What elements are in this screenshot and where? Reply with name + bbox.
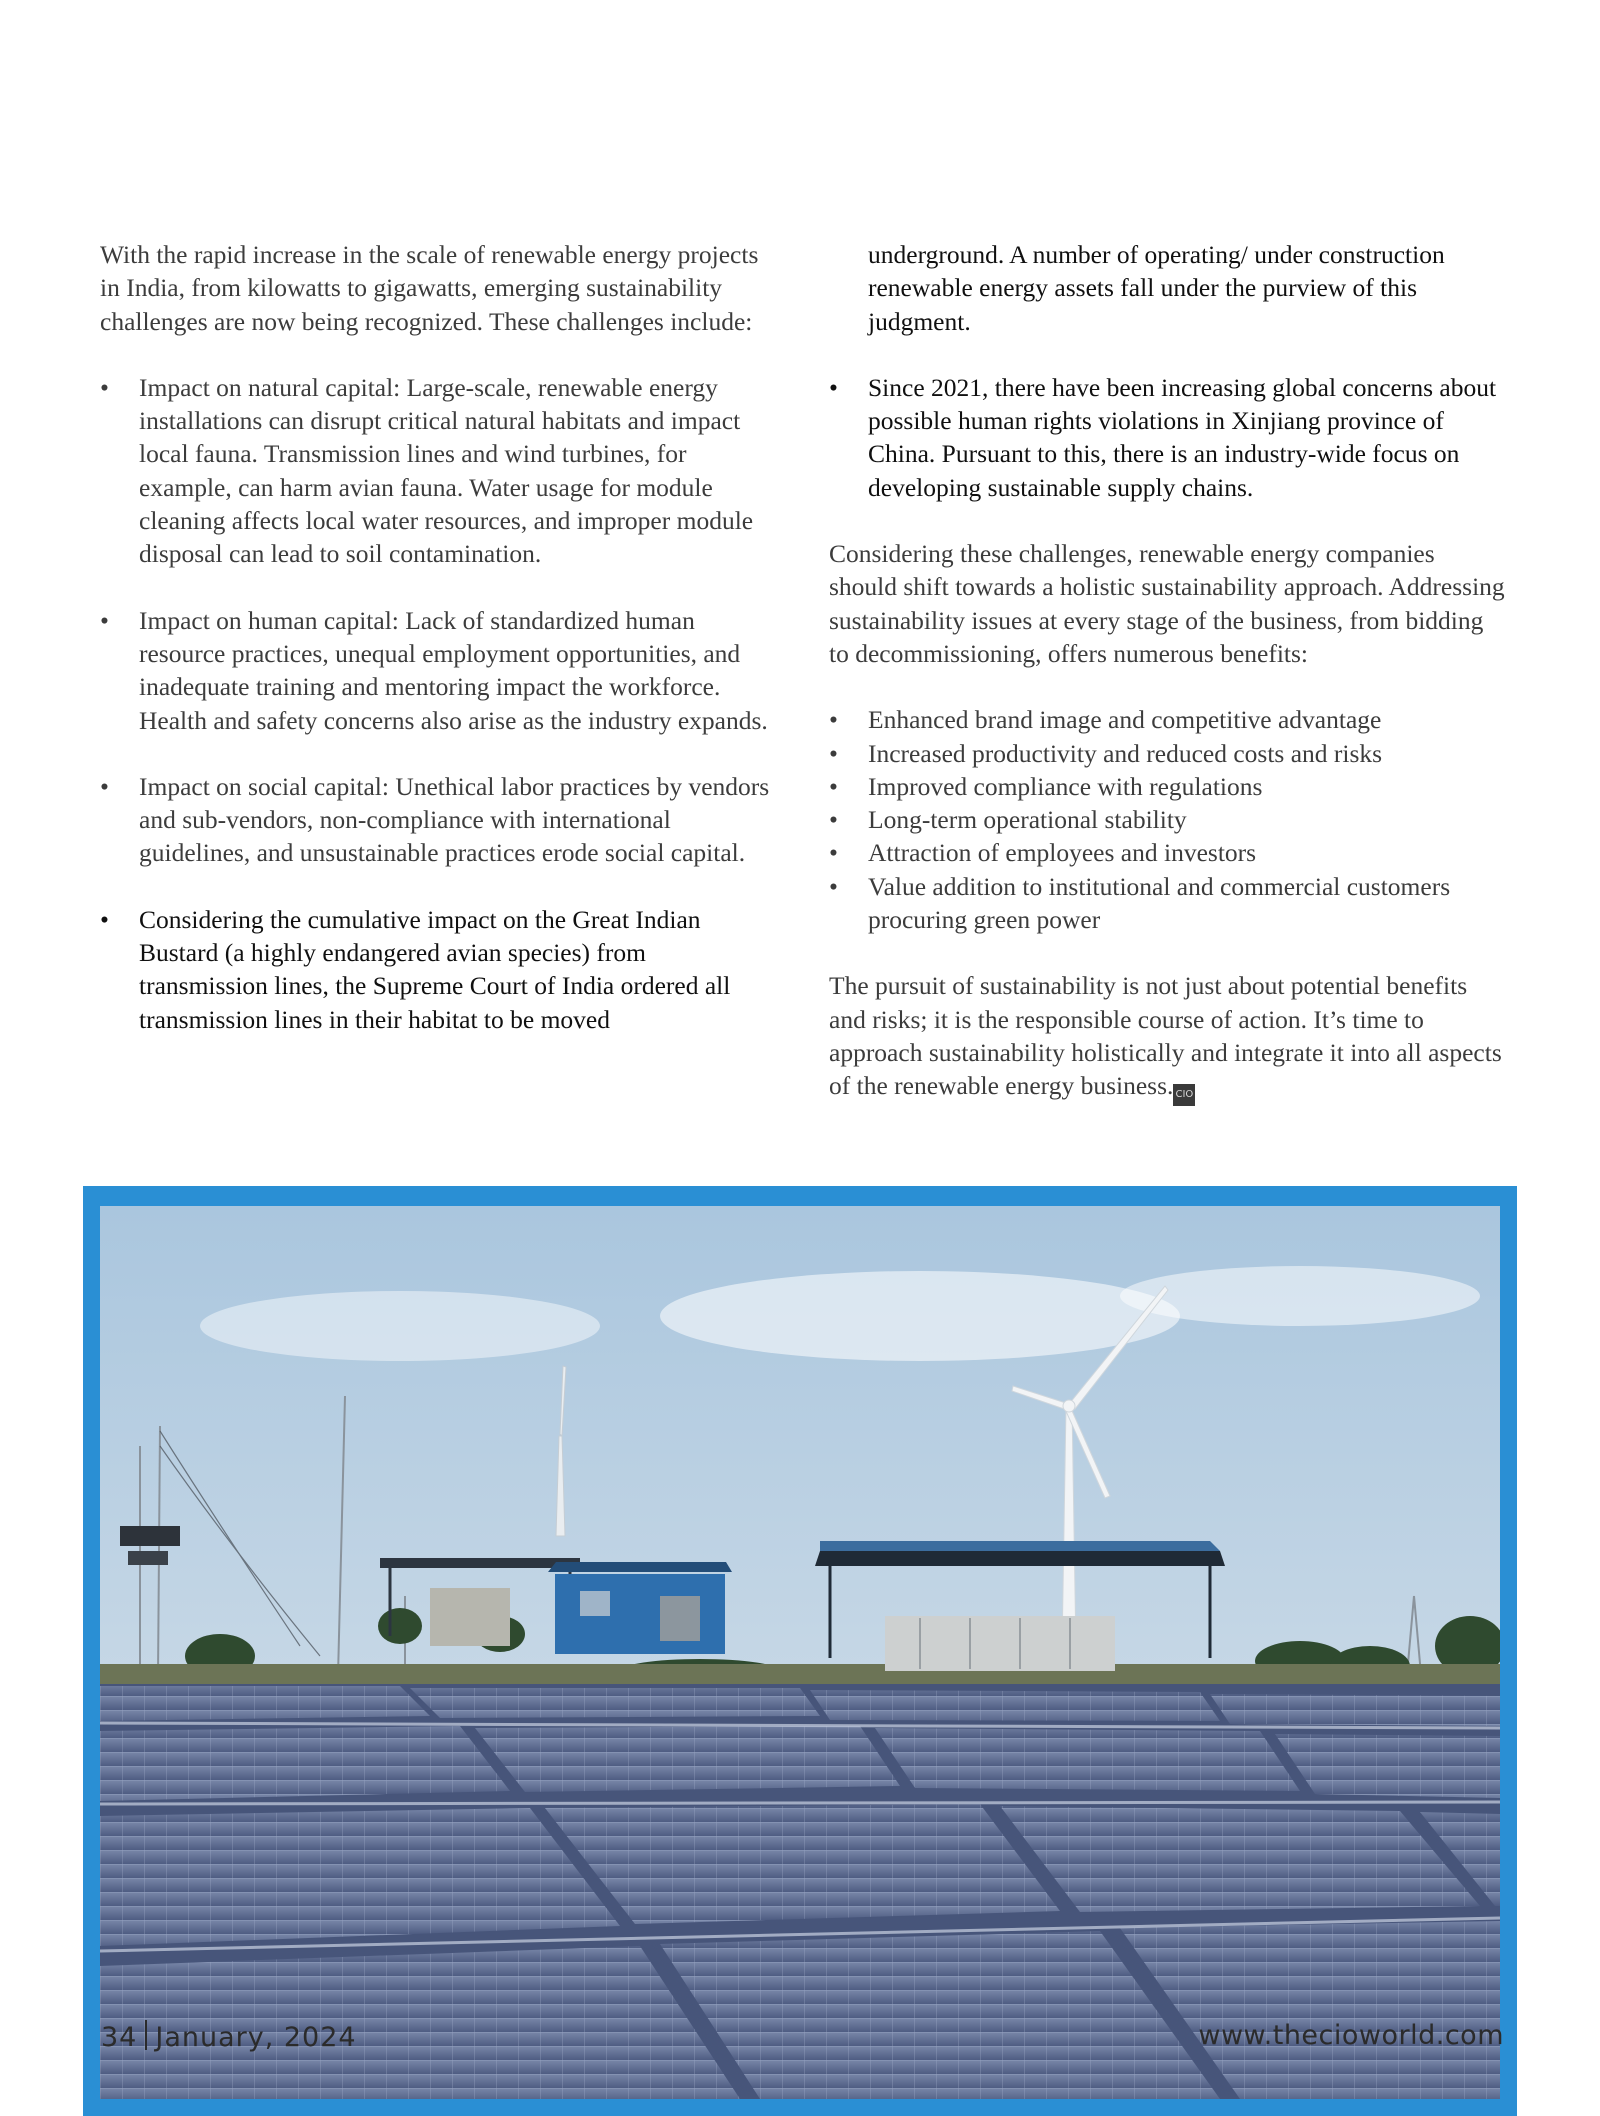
solar-wind-farm-photo xyxy=(100,1206,1500,2099)
challenge-human-capital: • Impact on human capital: Lack of standardized human resource practices, unequal employment opportunities, and inadequate training and mentoring impact the workforce. Health and safety concerns also arise as the industry expands. xyxy=(100,604,775,737)
page-folio xyxy=(101,2020,357,2053)
website-url[interactable]: www.thecioworld.com xyxy=(1198,2020,1504,2051)
blue-control-building xyxy=(548,1562,732,1654)
benefit-item: • Value addition to institutional and commercial customers procuring green power xyxy=(829,870,1509,937)
solar-wind-farm-illustration xyxy=(100,1206,1500,2099)
xinjiang-list xyxy=(829,371,1509,504)
left-column xyxy=(100,238,775,1069)
benefit-item: • Increased productivity and reduced costs and risks xyxy=(829,737,1509,770)
bustard-continuation: underground. A number of operating/ under construction renewable energy assets fall under the purview of this judgment. xyxy=(868,240,1445,336)
right-column xyxy=(829,238,1509,1139)
benefit-item: • Enhanced brand image and competitive advantage xyxy=(829,703,1509,736)
approach-paragraph: Considering these challenges, renewable energy companies should shift towards a holistic sustainability approach. Addressing sustainability issues at every stage of the business, from bidding to decommissioning, offers numerous benefits: xyxy=(829,539,1505,668)
folio-divider xyxy=(145,2020,147,2050)
conclusion-paragraph xyxy=(829,969,1509,1106)
page-number: 34 xyxy=(101,2022,138,2053)
benefit-item: • Long-term operational stability xyxy=(829,803,1509,836)
challenge-natural-capital: • Impact on natural capital: Large-scale, renewable energy installations can disrupt critical natural habitats and impact local fauna. Transmission lines and wind turbines, for example, can harm avian fauna. Water usage for module cleaning affects local water resources, and improper module disposal can lead to soil contamination. xyxy=(100,371,775,571)
challenge-xinjiang: • Since 2021, there have been increasing global concerns about possible human rights violations in Xinjiang province of China. Pursuant to this, there is an industry-wide focus on developing sustainable supply chains. xyxy=(829,371,1509,504)
challenge-social-capital: • Impact on social capital: Unethical labor practices by vendors and sub-vendors, non-compliance with international guidelines, and unsustainable practices erode social capital. xyxy=(100,770,775,870)
article-end-logo-icon: CIO xyxy=(1173,1084,1195,1106)
conclusion-text: The pursuit of sustainability is not just about potential benefits and risks; it is the responsible course of action. It’s time to approach sustainability holistically and integrate it into all aspects of the renewable energy business. xyxy=(829,971,1502,1101)
benefit-item: • Attraction of employees and investors xyxy=(829,836,1509,869)
benefit-item: • Improved compliance with regulations xyxy=(829,770,1509,803)
challenges-list xyxy=(100,371,775,1036)
issue-date: January, 2024 xyxy=(155,2022,357,2053)
challenge-great-indian-bustard: • Considering the cumulative impact on the Great Indian Bustard (a highly endangered avian species) from transmission lines, the Supreme Court of India ordered all transmission lines in their habitat to be moved xyxy=(100,903,775,1036)
benefits-list xyxy=(829,703,1509,936)
intro-paragraph: With the rapid increase in the scale of renewable energy projects in India, from kilowatts to gigawatts, emerging sustainability challenges are now being recognized. These challenges include: xyxy=(100,240,759,336)
